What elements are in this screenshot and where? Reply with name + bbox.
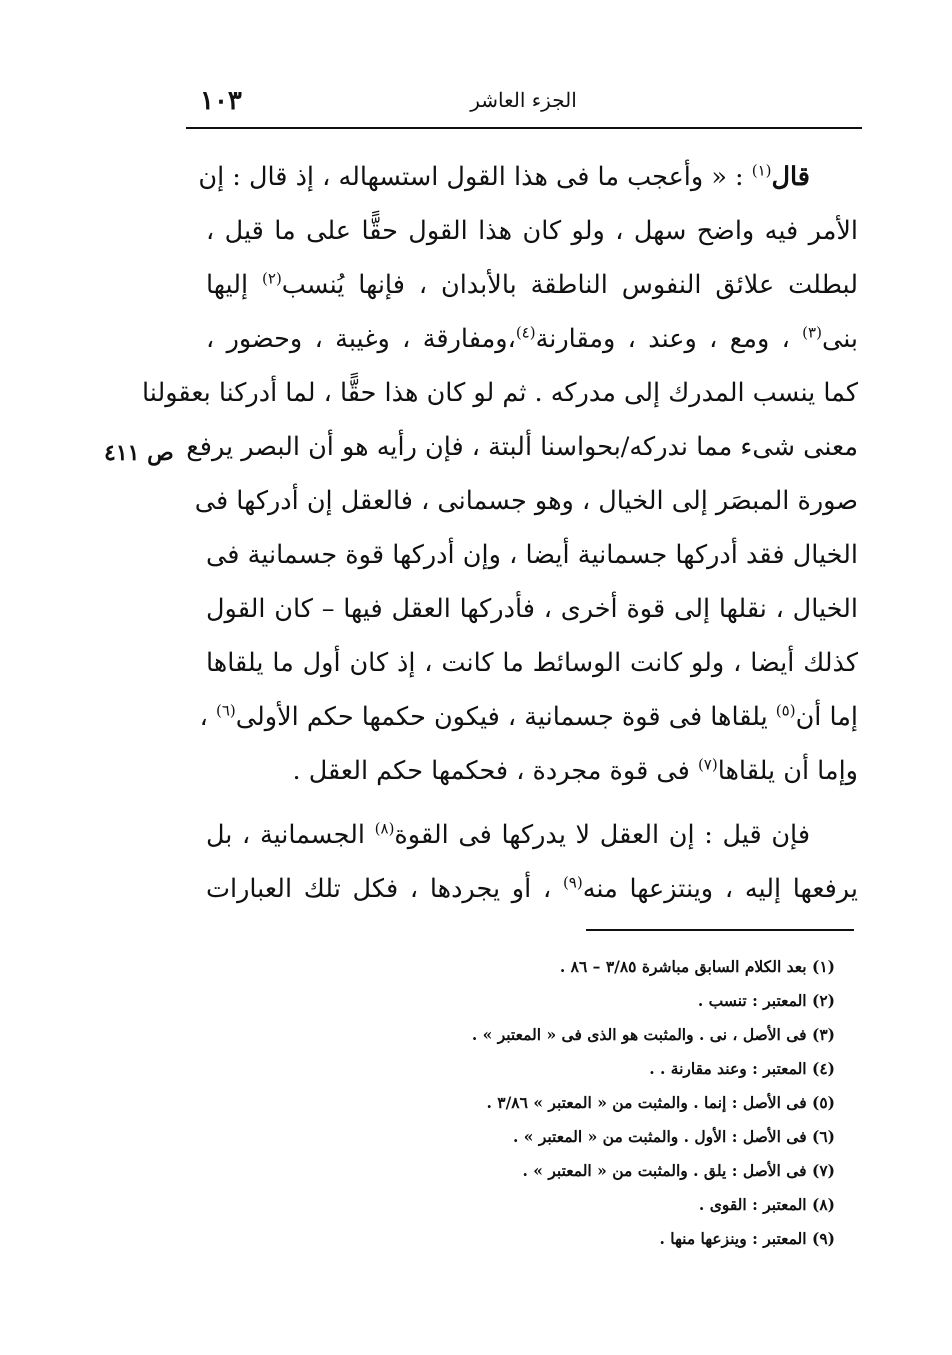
text-line [206, 258, 858, 312]
footnote: (٩) المعتبر : وينزعها منها . [659, 1229, 835, 1248]
text-line [206, 312, 858, 366]
text-span: وإما أن يلقاها [717, 756, 858, 786]
footnote-marker: (٢) [262, 269, 282, 288]
footnote: (٦) فى الأصل : الأول . والمثبت من « المعتبر » . [512, 1127, 835, 1146]
margin-page-reference: ص ٤١١ [104, 440, 174, 466]
text-line: الأمر فيه واضح سهل ، ولو كان هذا القول حقًّا على ما قيل ، [206, 216, 858, 246]
footnote-marker: (٥) [775, 701, 796, 720]
text-span: بنى [821, 324, 858, 354]
text-span: ، ومع ، وعند ، ومقارنة [535, 324, 803, 354]
text-line [206, 862, 858, 916]
text-line: الخيال فقد أدركها جسمانية أيضا ، وإن أدركها قوة جسمانية فى [206, 540, 858, 570]
footnote: (٧) فى الأصل : يلق . والمثبت من « المعتبر » . [522, 1161, 835, 1180]
footnote: (٣) فى الأصل ، نى . والمثبت هو الذى فى « المعتبر » . [471, 1025, 835, 1044]
text-line: كما ينسب المدرك إلى مدركه . ثم لو كان هذا حقًّا ، لما أدركنا بعقولنا [142, 378, 858, 408]
footnote-marker: (٦) [215, 701, 236, 720]
speaker-label: قال [771, 162, 810, 192]
text-span: إما أن [795, 702, 858, 732]
footnote-marker: (٧) [697, 755, 718, 774]
text-span: الجسمانية ، بل [206, 820, 375, 850]
main-text [142, 150, 858, 916]
footnote: (٢) المعتبر : تنسب . [697, 991, 835, 1010]
text-span: لبطلت علائق النفوس الناطقة بالأبدان ، فإنها يُنسب [281, 270, 858, 300]
text-line [206, 808, 858, 862]
footnote-rule [586, 929, 854, 931]
text-span: : « وأعجب ما فى هذا القول استسهاله ، إذ قال : إن [198, 162, 752, 192]
text-span: ، [199, 702, 216, 732]
text-span: ،ومفارقة ، وغيبة ، وحضور ، [206, 324, 516, 354]
page-number: ١٠٣ [200, 86, 242, 116]
text-line [199, 690, 858, 744]
text-line: معنى شىء مما ندركه/بحواسنا ألبتة ، فإن رأيه هو أن البصر يرفع [186, 432, 858, 462]
running-title: الجزء العاشر [470, 88, 577, 112]
footnote-marker: (١) [751, 161, 772, 180]
paragraph-gap [206, 798, 858, 808]
footnote-marker: (٣) [802, 323, 822, 342]
text-span: فى قوة مجردة ، فحكمها حكم العقل . [292, 756, 698, 786]
text-line: كذلك أيضا ، ولو كانت الوسائط ما كانت ، إذ كان أول ما يلقاها [206, 648, 858, 678]
footnote: (٤) المعتبر : وعند مقارنة . . [649, 1059, 835, 1078]
text-line: صورة المبصَر إلى الخيال ، وهو جسمانى ، فالعقل إن أدركها فى [194, 486, 858, 516]
page-header [186, 82, 861, 122]
text-span: يلقاها فى قوة جسمانية ، فيكون حكمها حكم الأولى [235, 702, 776, 732]
text-line: الخيال ، نقلها إلى قوة أخرى ، فأدركها العقل فيها – كان القول [206, 594, 858, 624]
footnote-marker: (٨) [374, 819, 395, 838]
text-span: يرفعها إليه ، وينتزعها منه [582, 874, 858, 904]
footnote: (٨) المعتبر : القوى . [698, 1195, 835, 1214]
text-span: إليها [206, 270, 263, 300]
footnote: (٥) فى الأصل : إنما . والمثبت من « المعتبر » ٣/٨٦ . [486, 1093, 835, 1112]
footnote-marker: (٩) [562, 873, 583, 892]
text-span: ، أو يجردها ، فكل تلك العبارات [206, 874, 563, 904]
footnote: (١) بعد الكلام السابق مباشرة ٣/٨٥ – ٨٦ . [559, 957, 835, 976]
text-line [206, 744, 858, 798]
footnotes [440, 950, 835, 1256]
text-line [198, 150, 858, 204]
header-rule [186, 127, 862, 129]
footnote-marker: (٤) [515, 323, 536, 342]
text-span: فإن قيل : إن العقل لا يدركها فى القوة [394, 820, 811, 850]
